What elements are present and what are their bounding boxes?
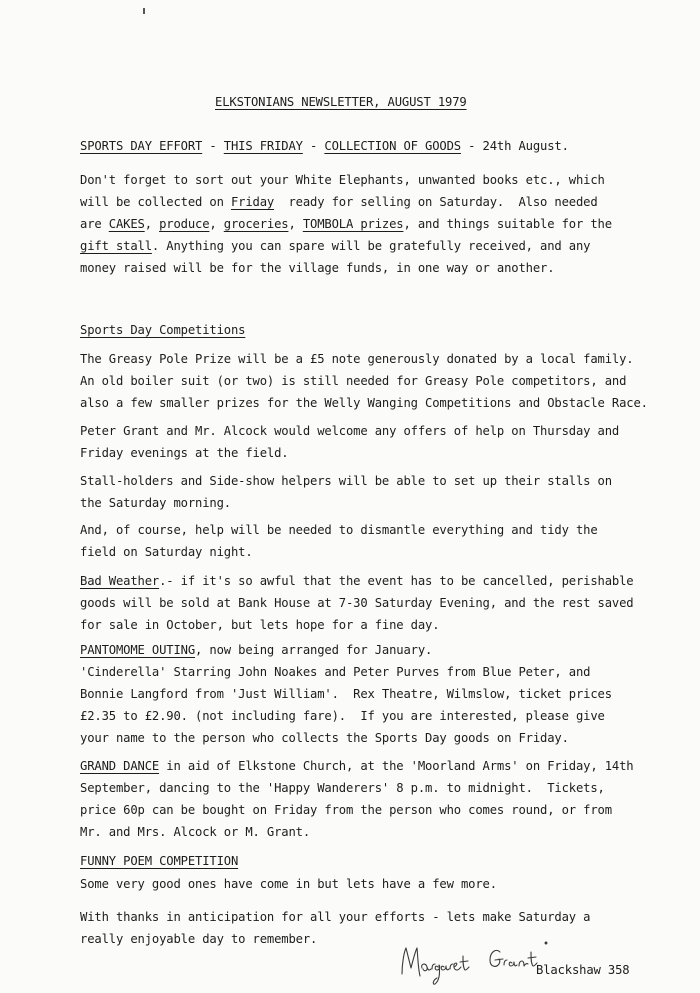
intro-line: money raised will be for the village funds, in one way or another. [80,261,555,275]
bad-weather-line: Bad Weather.- if it's so awful that the event has to be cancelled, perishable [80,574,634,588]
competitions-line: Peter Grant and Mr. Alcock would welcome any offers of help on Thursday and [80,424,620,438]
bad-weather-line: for sale in October, but lets hope for a fine day. [80,618,440,632]
pantomime-line: your name to the person who collects the Sports Day goods on Friday. [80,731,569,745]
newsletter-title: ELKSTONIANS NEWSLETTER, AUGUST 1979 [215,95,467,109]
competitions-line: And, of course, help will be needed to dismantle everything and tidy the [80,523,598,537]
pantomime-line: £2.35 to £2.90. (not including fare). If you are interested, please give [80,709,605,723]
bad-weather-line: goods will be sold at Bank House at 7-30 Saturday Evening, and the rest saved [80,596,634,610]
poem-line: Some very good ones have come in but lets have a few more. [80,877,497,891]
heading-collection-of-goods: COLLECTION OF GOODS [324,139,461,153]
dance-label: GRAND DANCE [80,759,160,773]
pantomime-label: PANTOMOME OUTING [80,643,195,657]
intro-line: Don't forget to sort out your White Elephants, unwanted books etc., which [80,173,605,187]
intro-line: will be collected on Friday ready for selling on Saturday. Also needed [80,195,598,209]
pantomime-line: 'Cinderella' Starring John Noakes and Peter Purves from Blue Peter, and [80,665,591,679]
closing-line: really enjoyable day to remember. [80,932,318,946]
heading-separator: - [202,139,224,153]
sports-day-heading [80,138,569,154]
competitions-line: Friday evenings at the field. [80,446,289,460]
paper-speck [143,8,145,14]
heading-sports-day-effort: SPORTS DAY EFFORT [80,139,203,153]
pantomime-line: PANTOMOME OUTING, now being arranged for January. [80,643,433,657]
competitions-line: An old boiler suit (or two) is still needed for Greasy Pole competitors, and [80,374,627,388]
handwritten-signature [398,934,558,986]
heading-separator: - [302,139,325,153]
poem-heading: FUNNY POEM COMPETITION [80,854,239,868]
pantomime-line: Bonnie Langford from 'Just William'. Rex Theatre, Wilmslow, ticket prices [80,687,612,701]
dance-line: price 60p can be bought on Friday from the person who comes round, or from [80,803,612,817]
intro-line: gift stall. Anything you can spare will be gratefully received, and any [80,239,591,253]
dance-line: September, dancing to the 'Happy Wanderers' 8 p.m. to midnight. Tickets, [80,781,605,795]
dance-line: Mr. and Mrs. Alcock or M. Grant. [80,825,310,839]
competitions-line: The Greasy Pole Prize will be a £5 note generously donated by a local family. [80,352,634,366]
competitions-line: Stall-holders and Side-show helpers will be able to set up their stalls on [80,474,612,488]
intro-line: are CAKES, produce, groceries, TOMBOLA prizes, and things suitable for the [80,217,612,231]
competitions-line: the Saturday morning. [80,496,231,510]
heading-date: - 24th August. [460,139,569,153]
phone-number: Blackshaw 358 [536,963,630,977]
competitions-line: also a few smaller prizes for the Welly Wanging Competitions and Obstacle Race. [80,396,648,410]
dance-line: GRAND DANCE in aid of Elkstone Church, at the 'Moorland Arms' on Friday, 14th [80,759,634,773]
heading-this-friday: THIS FRIDAY [223,139,303,153]
bad-weather-label: Bad Weather [80,574,160,588]
competitions-heading: Sports Day Competitions [80,323,246,337]
closing-line: With thanks in anticipation for all your efforts - lets make Saturday a [80,910,591,924]
competitions-line: field on Saturday night. [80,545,253,559]
